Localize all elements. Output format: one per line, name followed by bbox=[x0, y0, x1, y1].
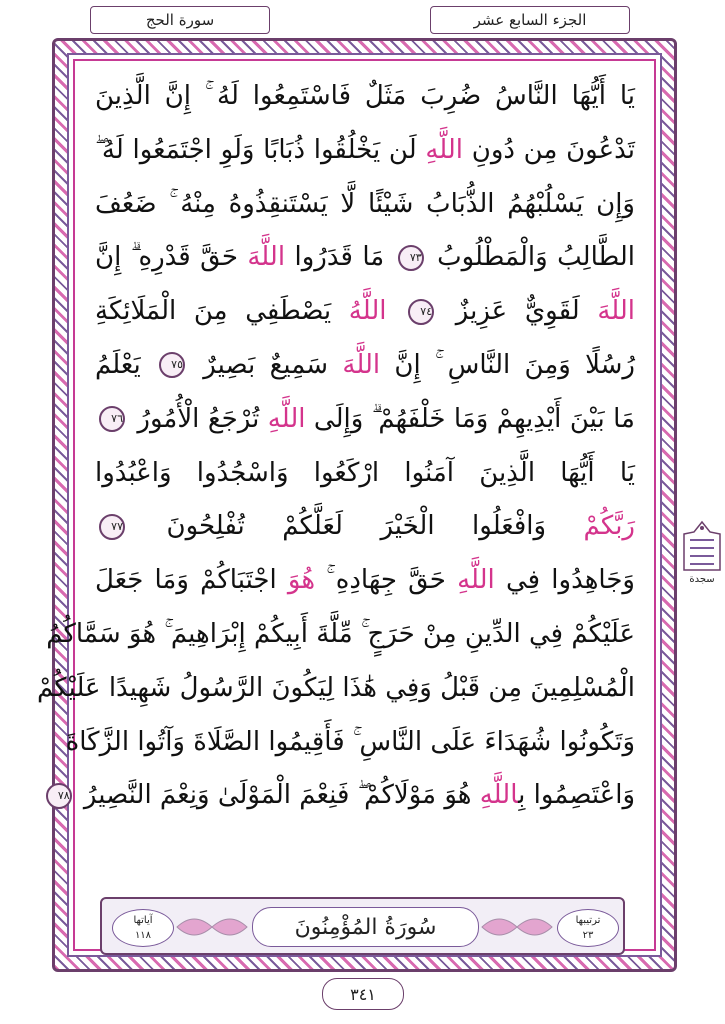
surah-banner bbox=[100, 897, 625, 955]
verse-text: وَاعْتَصِمُوا بِ bbox=[518, 780, 635, 811]
verse-text: الطَّالِبُ وَالْمَطْلُوبُ bbox=[427, 242, 635, 273]
verse-line bbox=[95, 231, 635, 285]
verse-line bbox=[46, 608, 635, 662]
juz-label: الجزء السابع عشر bbox=[430, 6, 630, 34]
verse-text: مَا قَدَرُوا bbox=[285, 242, 394, 273]
verse-text: وَإِن يَسْلُبْهُمُ الذُّبَابُ شَيْئًا لَّا يَسْتَنقِذُوهُ مِنْهُ ۚ ضَعُفَ bbox=[95, 188, 635, 219]
surah-header-label: سورة الحج bbox=[90, 6, 270, 34]
verse-text: يَا أَيُّهَا الَّذِينَ آمَنُوا ارْكَعُوا وَاسْجُدُوا وَاعْبُدُوا bbox=[95, 457, 635, 488]
verse-line bbox=[95, 339, 635, 393]
verse-text: تَدْعُونَ مِن دُونِ bbox=[463, 134, 635, 165]
ayah-number-marker: ٧٧ bbox=[99, 514, 125, 540]
verse-line bbox=[95, 500, 635, 554]
verse-text: حَقَّ قَدْرِهِ ۗ إِنَّ bbox=[95, 242, 248, 273]
verse-text: يَعْلَمُ bbox=[95, 349, 155, 380]
next-surah-title: سُورَةُ المُؤْمِنُونَ bbox=[252, 907, 479, 947]
verse-text: وَتَكُونُوا شُهَدَاءَ عَلَى النَّاسِ ۚ فَأَقِيمُوا الصَّلَاةَ وَآتُوا الزَّكَاةَ bbox=[65, 726, 635, 757]
verse-line bbox=[95, 178, 635, 232]
verse-text: اجْتَبَاكُمْ وَمَا جَعَلَ bbox=[95, 565, 288, 596]
highlighted-word: اللَّهَ bbox=[597, 296, 636, 327]
verse-line bbox=[95, 393, 635, 447]
verse-text bbox=[386, 296, 404, 326]
surah-ayat-label: آياتها bbox=[133, 915, 153, 926]
highlighted-word: اللَّهِ bbox=[267, 403, 306, 434]
verse-line bbox=[95, 285, 635, 339]
banner-ornament-icon bbox=[177, 909, 247, 945]
verse-text: حَقَّ جِهَادِهِ ۚ bbox=[315, 565, 458, 596]
sajda-marker-icon bbox=[680, 520, 724, 580]
banner-ornament-icon bbox=[482, 909, 552, 945]
surah-order-value: ٢٣ bbox=[582, 930, 594, 941]
verse-text: لَن يَخْلُقُوا ذُبَابًا وَلَوِ اجْتَمَعُوا لَهُ ۖ bbox=[95, 134, 426, 165]
verse-text: الْمُسْلِمِينَ مِن قَبْلُ وَفِي هَٰذَا لِيَكُونَ الرَّسُولُ شَهِيدًا عَلَيْكُمْ bbox=[36, 672, 635, 703]
verse-text: رُسُلًا وَمِنَ النَّاسِ ۚ إِنَّ bbox=[380, 349, 635, 380]
ayah-number-marker: ٧٨ bbox=[46, 783, 72, 809]
verse-text: سَمِيعٌ بَصِيرٌ bbox=[189, 349, 343, 380]
verse-line bbox=[57, 769, 635, 823]
verse-text: وَجَاهِدُوا فِي bbox=[494, 565, 635, 596]
surah-ayat-badge bbox=[112, 909, 174, 947]
highlighted-word: اللَّهَ bbox=[247, 242, 286, 273]
highlighted-word: اللَّهِ bbox=[479, 780, 519, 811]
verse-line bbox=[95, 124, 635, 178]
verse-line bbox=[95, 447, 635, 501]
verse-text: يَا أَيُّهَا النَّاسُ ضُرِبَ مَثَلٌ فَاسْتَمِعُوا لَهُ ۚ إِنَّ الَّذِينَ bbox=[95, 81, 635, 111]
sajda-label: سجدة bbox=[689, 574, 715, 585]
ayah-number-marker: ٧٣ bbox=[398, 245, 424, 271]
page-number: ٣٤١ bbox=[322, 978, 404, 1010]
verse-line bbox=[65, 716, 635, 770]
verse-text: لَقَوِيٌّ عَزِيزٌ bbox=[438, 296, 598, 327]
verse-line bbox=[36, 662, 635, 716]
verse-text: عَلَيْكُمْ فِي الدِّينِ مِنْ حَرَجٍ ۚ مِّلَّةَ أَبِيكُمْ إِبْرَاهِيمَ ۚ هُوَ سَمَّاكُمُ bbox=[46, 618, 635, 649]
verse-line bbox=[95, 70, 635, 124]
verse-text-block bbox=[36, 70, 636, 823]
verse-text: وَافْعَلُوا الْخَيْرَ لَعَلَّكُمْ تُفْلِحُونَ bbox=[129, 511, 584, 542]
highlighted-word: اللَّهِ bbox=[425, 134, 464, 165]
highlighted-word: اللَّهُ bbox=[348, 296, 387, 327]
verse-text: مَا بَيْنَ أَيْدِيهِمْ وَمَا خَلْفَهُمْ ۗ وَإِلَى bbox=[305, 403, 635, 434]
highlighted-word: اللَّهِ bbox=[457, 565, 495, 596]
verse-text: يَصْطَفِي مِنَ الْمَلَائِكَةِ bbox=[95, 296, 349, 327]
surah-order-badge bbox=[557, 909, 619, 947]
highlighted-word: اللَّهَ bbox=[342, 349, 381, 380]
highlighted-word: رَبَّكُمْ bbox=[583, 511, 635, 542]
ayah-number-marker: ٧٦ bbox=[99, 406, 125, 432]
ayah-number-marker: ٧٥ bbox=[159, 352, 185, 378]
surah-ayat-value: ١١٨ bbox=[134, 930, 152, 941]
ayah-number-marker: ٧٤ bbox=[408, 299, 434, 325]
verse-line bbox=[95, 554, 635, 608]
verse-text: تُرْجَعُ الْأُمُورُ bbox=[129, 403, 268, 434]
surah-order-label: ترتيبها bbox=[575, 915, 601, 926]
highlighted-word: هُوَ bbox=[287, 565, 316, 596]
verse-text: هُوَ مَوْلَاكُمْ ۖ فَنِعْمَ الْمَوْلَىٰ وَنِعْمَ النَّصِيرُ bbox=[75, 780, 480, 811]
